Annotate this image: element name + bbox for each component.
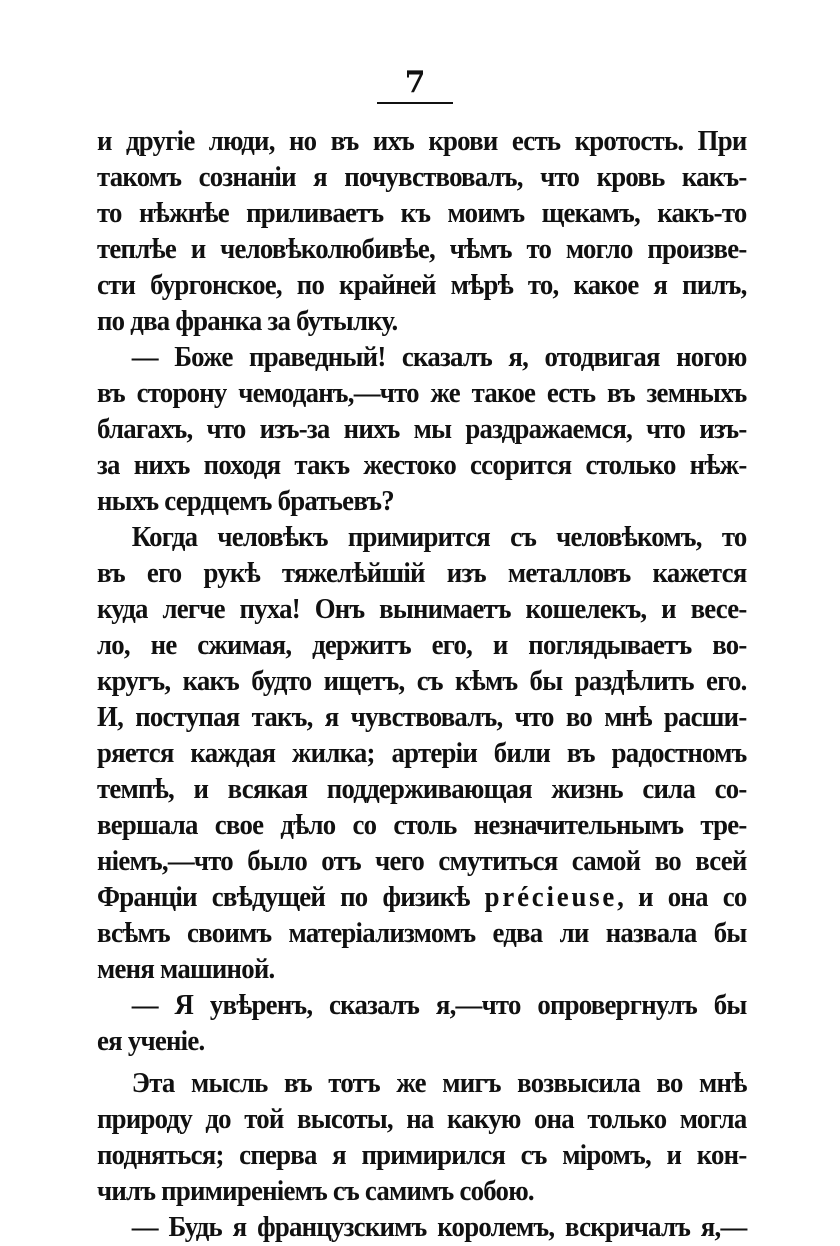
- text-line: въ его рукѣ тяжелѣйшій изъ металловъ кажется: [97, 558, 747, 589]
- text-line: подняться; сперва я примирился съ міромъ, и кон-: [97, 1140, 747, 1171]
- text-line: ніемъ,—что было отъ чего смутиться самой во всей: [97, 846, 747, 877]
- text-line: темпѣ, и всякая поддерживающая жизнь сила со-: [97, 774, 747, 805]
- text-line: кругъ, какъ будто ищетъ, съ кѣмъ бы раздѣлить его.: [97, 666, 747, 697]
- text-line-with-foreign-word: [97, 880, 747, 916]
- text-line: въ сторону чемоданъ,—что же такое есть въ земныхъ: [97, 378, 747, 409]
- text-line: меня машиной.: [97, 954, 275, 985]
- text-line: теплѣе и человѣколюбивѣе, чѣмъ то могло произве-: [97, 234, 747, 265]
- text-line: по два франка за бутылку.: [97, 306, 398, 337]
- paragraph-1: [97, 124, 747, 340]
- text-line: то нѣжнѣе приливаетъ къ моимъ щекамъ, какъ-то: [97, 198, 747, 229]
- text-line: ло, не сжимая, держитъ его, и поглядываетъ во-: [97, 630, 747, 661]
- paragraph-6: [97, 1210, 747, 1246]
- spaced-word: précieuse: [484, 882, 618, 913]
- text-line: всѣмъ своимъ матеріализмомъ едва ли назвала бы: [97, 918, 747, 949]
- page-text: [97, 124, 747, 1246]
- text-line: за нихъ походя такъ жестоко ссорится столько нѣж-: [97, 450, 747, 481]
- text-line: чилъ примиреніемъ съ самимъ собою.: [97, 1176, 534, 1207]
- text-fragment: Франціи свѣдущей по физикѣ: [97, 882, 485, 913]
- text-line: вершала свое дѣло со столь незначительнымъ тре-: [97, 810, 747, 841]
- text-line: — Я увѣренъ, сказалъ я,—что опровергнулъ бы: [131, 990, 747, 1021]
- paragraph-2: [97, 340, 747, 520]
- text-line: природу до той высоты, на какую она только могла: [97, 1104, 747, 1135]
- text-line: куда легче пуха! Онъ вынимаетъ кошелекъ, и весе-: [97, 594, 747, 625]
- text-line: — Боже праведный! сказалъ я, отодвигая ногою: [131, 342, 747, 373]
- text-fragment: , и она со: [617, 882, 747, 913]
- text-line: сти бургонское, по крайней мѣрѣ то, какое я пилъ,: [97, 270, 747, 301]
- text-line: такомъ сознаніи я почувствовалъ, что кровь какъ-: [97, 162, 747, 193]
- text-line: Эта мысль въ тотъ же мигъ возвысила во мнѣ: [131, 1068, 747, 1099]
- text-line: Когда человѣкъ примирится съ человѣкомъ, то: [131, 522, 747, 553]
- text-line: ныхъ сердцемъ братьевъ?: [97, 486, 394, 517]
- text-line: благахъ, что изъ-за нихъ мы раздражаемся, что изъ-: [97, 414, 747, 445]
- paragraph-5: [97, 1066, 747, 1210]
- text-line: ряется каждая жилка; артеріи били въ радостномъ: [97, 738, 747, 769]
- paragraph-4: [97, 988, 747, 1060]
- text-line: ея ученіе.: [97, 1026, 205, 1057]
- text-line: И, поступая такъ, я чувствовалъ, что во мнѣ расши-: [97, 702, 747, 733]
- text-line: — Будь я французскимъ королемъ, вскричалъ я,—: [131, 1212, 747, 1243]
- page-number: 7: [404, 65, 426, 100]
- paragraph-3: [97, 520, 747, 988]
- page-number-rule: [377, 102, 453, 104]
- text-line: и другіе люди, но въ ихъ крови есть кротость. При: [97, 126, 747, 157]
